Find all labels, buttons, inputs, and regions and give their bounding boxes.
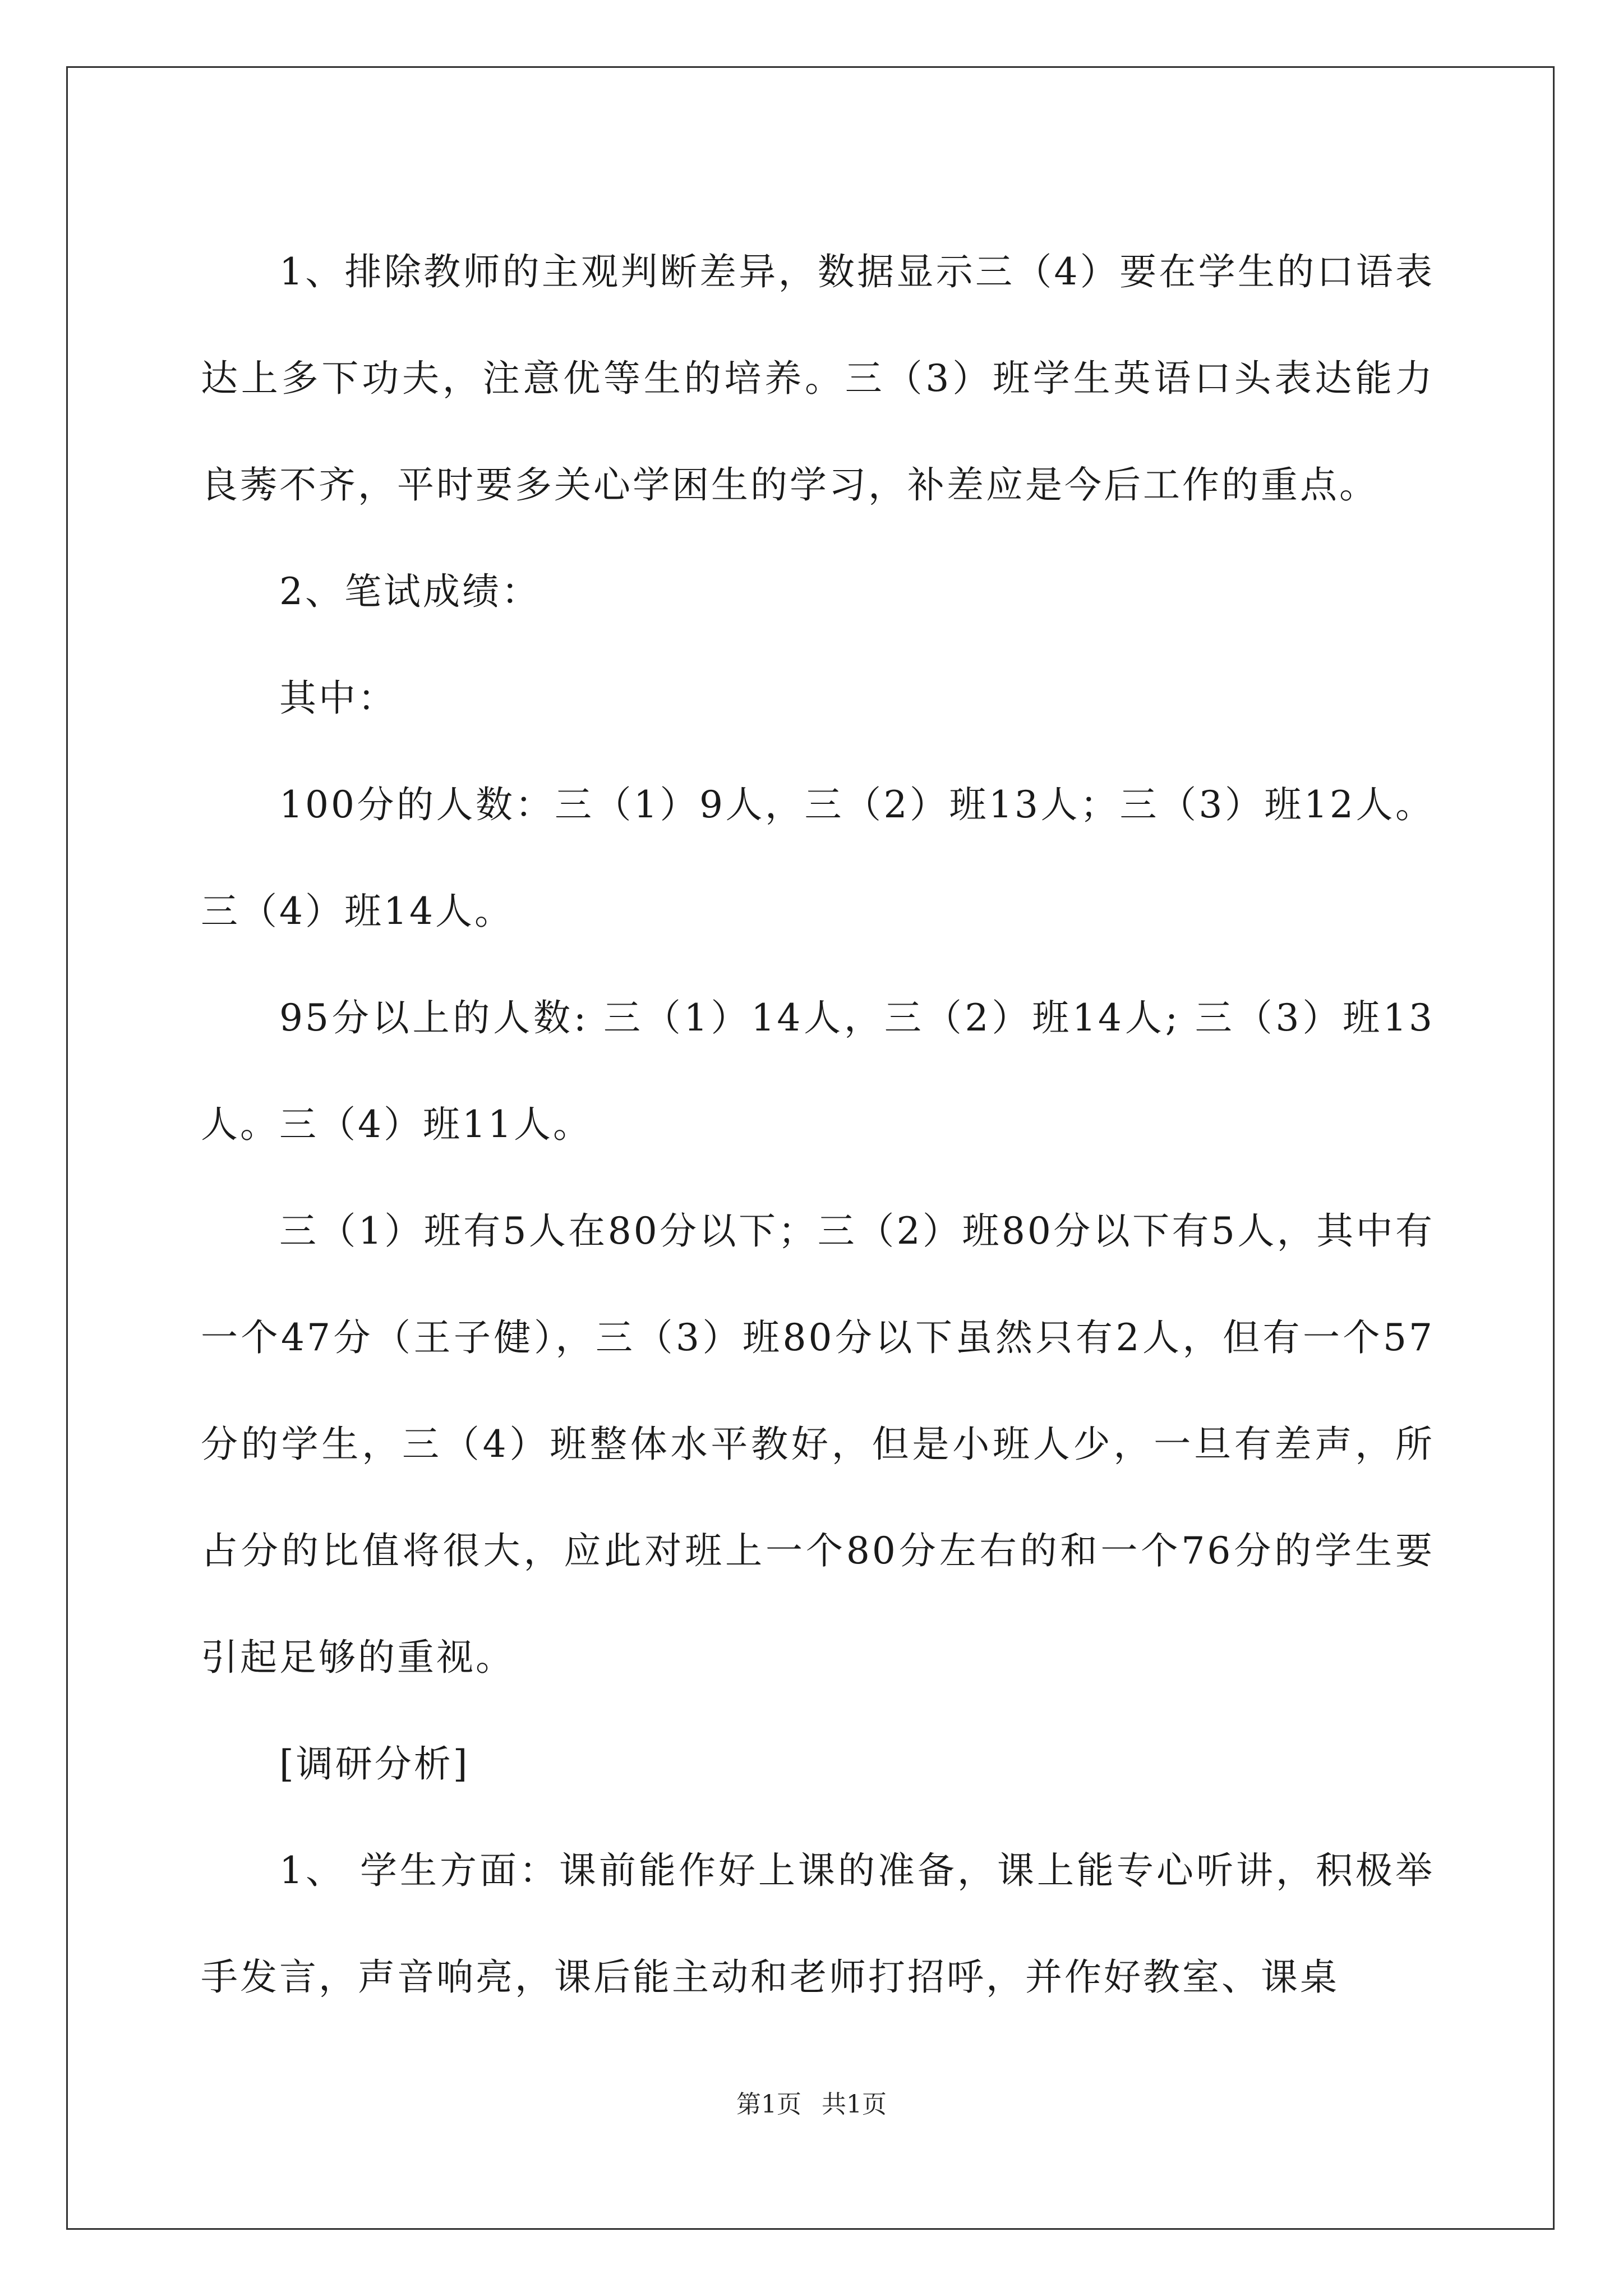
page-footer [0, 2088, 1623, 2122]
paragraph-research-heading: [调研分析] [279, 1742, 470, 1786]
document-body [201, 219, 1435, 2031]
paragraph-student-aspect: 1、 学生方面：课前能作好上课的准备，课上能专心听讲，积极举手发言，声音响亮，课后能主动和老师打招呼，并作好教室、课桌 [201, 1849, 1435, 1999]
paragraph-full-score-counts: 100分的人数：三（1）9人，三（2）班13人；三（3）班12人。三（4）班14人。 [201, 783, 1435, 933]
page-number-current: 第1页 [736, 2090, 801, 2119]
paragraph-below-80-analysis: 三（1）班有5人在80分以下；三（2）班80分以下有5人，其中有一个47分（王子健），三（3）班80分以下虽然只有2人，但有一个57分的学生，三（4）班整体水平教好，但是小班人少，一旦有差声，所占分的比值将很大，应此对班上一个80分左右的和一个76分的学生要引起足够的重视。 [201, 1209, 1435, 1679]
paragraph-oral-analysis: 1、排除教师的主观判断差异，数据显示三（4）要在学生的口语表达上多下功夫，注意优等生的培养。三（3）班学生英语口头表达能力良莠不齐，平时要多关心学困生的学习，补差应是今后工作的重点。 [201, 250, 1435, 507]
paragraph-written-heading: 2、笔试成绩： [279, 570, 541, 613]
paragraph-among-them: 其中： [279, 677, 397, 720]
page-number-total: 共1页 [822, 2090, 887, 2119]
paragraph-above-95-counts: 95分以上的人数: 三（1）14人，三（2）班14人; 三（3）班13人。三（4）班11人。 [201, 996, 1435, 1146]
